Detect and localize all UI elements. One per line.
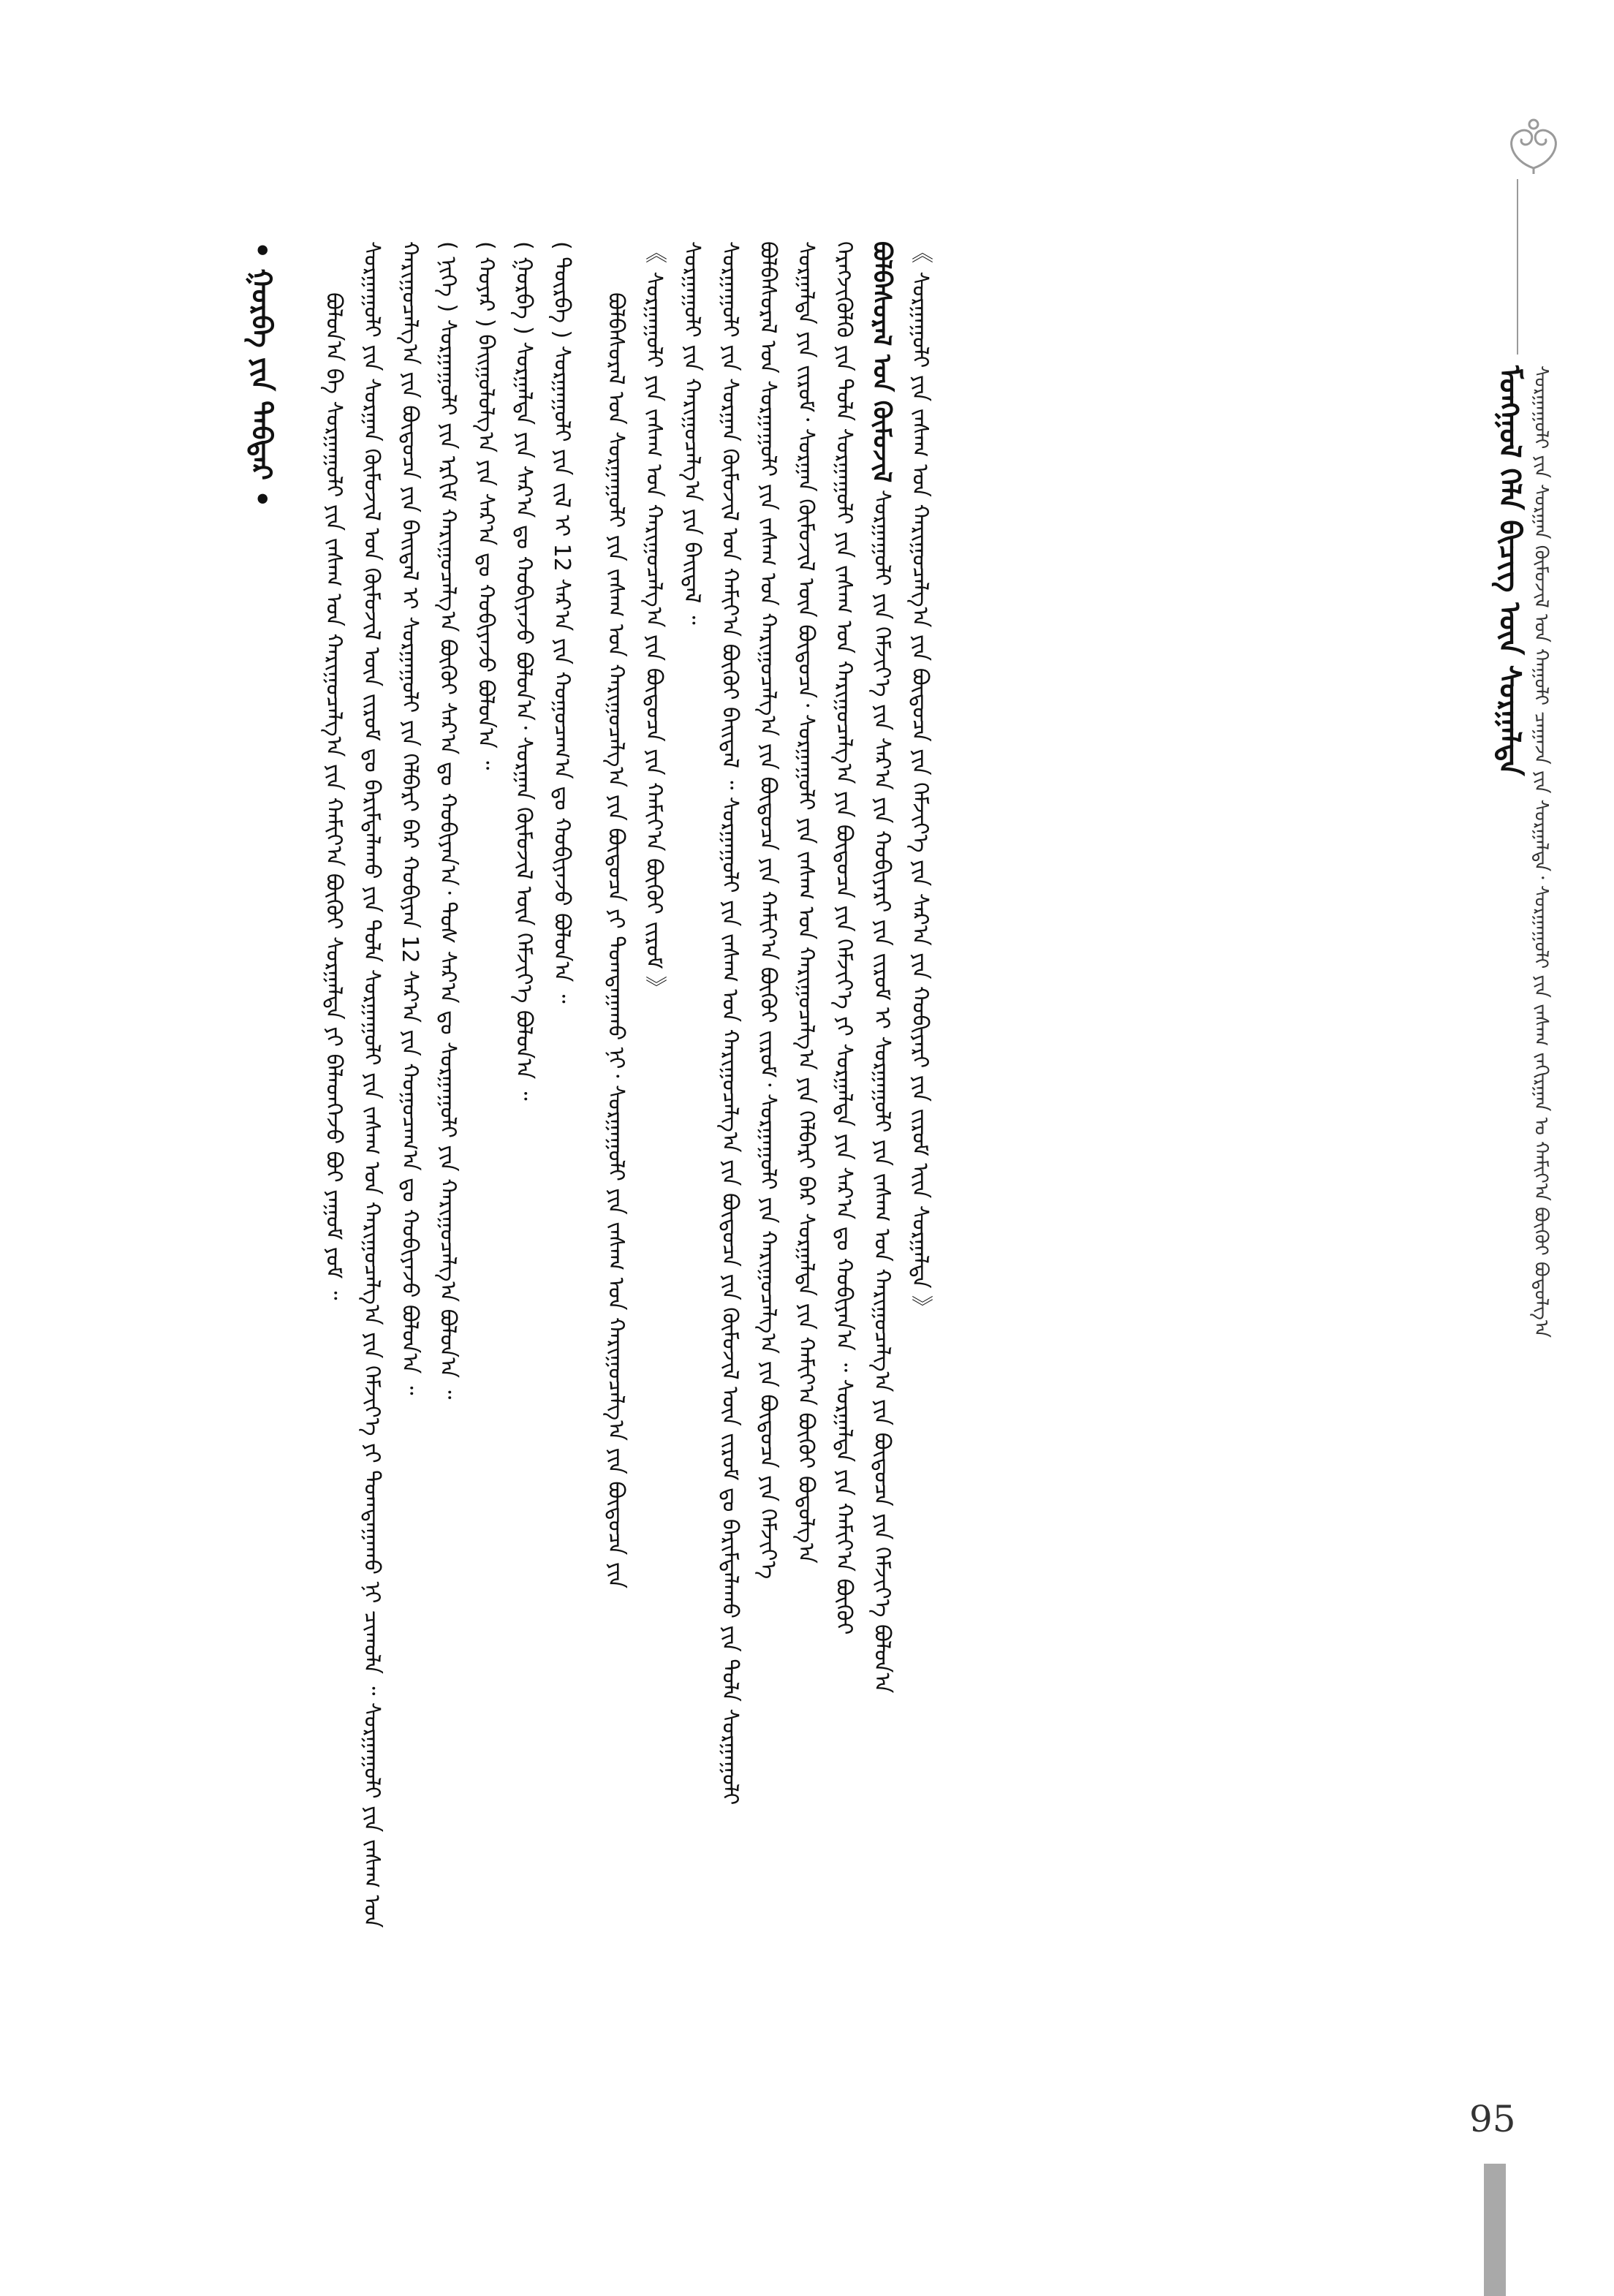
text-line: ᠪᠣᠯᠪᠠᠰᠤᠷᠠᠯ ᠤᠨ ᠰᠤᠷᠭᠠᠭᠤᠯᠢ ᠶᠢᠨ ᠵᠠᠰᠠᠭ ᠤᠨ ᠬᠠᠷᠢᠭᠤᠴᠠᠯᠭ᠎ᠠ ᠶᠢᠨ ᠪᠦᠲᠦᠴᠡ ᠶᠢ ᠲᠣᠭᠲᠠᠭᠠᠬᠤ ᠨᠢ᠂ ᠰᠤᠷᠭᠠᠭᠤᠯᠢ ᠶᠢᠨ ᠵᠠᠰᠠᠭ ᠤᠨ ᠬᠠᠷᠢᠭᠤᠴᠠᠯᠭ᠎ᠠ ᠶᠢᠨ ᠪᠦᠲᠦᠴᠡ ᠶᠢᠨ — [603, 292, 629, 1589]
list-item: ( ᠳᠦᠷᠪᠡ ) ᠰᠤᠷᠭᠠᠭᠤᠯᠢ ᠶᠢᠨ ᠵᠢᠯ ᠢ 12 ᠰᠠᠷ᠎ᠠ ᠶᠢᠨ ᠬᠤᠭᠤᠴᠠᠭ᠎ᠠ ᠳᠤ ᠬᠤᠪᠢᠶᠠᠵᠤ ᠪᠣᠯᠤᠨ᠎ᠠ ᠃ — [549, 241, 575, 1004]
list-item: ( ᠭᠤᠷᠪᠠ ) ᠰᠤᠷᠭᠠᠯᠲᠠ ᠶᠢᠨ ᠰᠠᠷ᠎ᠠ ᠳᠤ ᠬᠤᠪᠢᠶᠠᠵᠤ ᠪᠣᠯᠤᠨ᠎ᠠ᠂ ᠰᠤᠷᠭᠠᠨ ᠬᠦᠮᠦᠵᠢᠯ ᠦᠨ ᠬᠡᠮᠵᠢᠶ᠎ᠡ ᠪᠣᠯᠤᠨ᠎ᠠ ᠃ — [511, 241, 537, 1101]
bold-term: ᠪᠣᠯᠪᠠᠰᠤᠷᠠᠯ ᠤᠨ ᠬᠦᠮᠦᠵᠢᠯ — [867, 241, 896, 483]
text-line: ᠰᠤᠷᠭᠠᠭᠤᠯᠢ ᠶᠢᠨ ᠰᠤᠷᠭᠠᠨ ᠬᠦᠮᠦᠵᠢᠯ ᠤᠨ ᠬᠦᠮᠦᠵᠢᠯ ᠦᠨ ᠵᠢᠷᠤᠮ ᠳᠤ ᠪᠠᠷᠢᠮᠲᠠᠯᠠᠬᠤ ᠶᠢᠨ ᠲᠤᠯᠠ ᠰᠤᠷᠭᠠᠭᠤᠯᠢ ᠶᠢᠨ ᠵᠠᠰᠠᠭ ᠤᠨ ᠬᠠᠷᠢᠭᠤᠴᠠᠯᠭ᠎ᠠ ᠶᠢᠨ ᠬᠡᠮᠵᠢᠶ᠎ᠡ ᠶᠢ ᠲᠣᠭᠲᠠᠭᠠᠬᠤ ᠨᠢ ᠴᠢᠬᠤᠯᠠ ᠃ ᠰᠤᠷᠭᠠᠭᠤᠯᠢ ᠶᠢᠨ ᠵᠠᠰᠠᠭ ᠤᠨ — [359, 241, 384, 1928]
margin-bar — [1484, 2164, 1506, 2296]
list-item: ( ᠬᠣᠶᠠᠷ ) ᠪᠠᠢᠭᠤᠯᠤᠯᠭ᠎ᠠ ᠶᠢᠨ ᠰᠠᠷ᠎ᠠ ᠳᠤ ᠬᠤᠪᠢᠶᠠᠵᠤ ᠪᠣᠯᠤᠨ᠎ᠠ ᠃ — [473, 241, 499, 770]
page-number: 95 — [1469, 2098, 1516, 2140]
text-line: ᠪᠣᠯᠤᠨ᠎ᠠ ᠪᠠ ᠰᠤᠷᠭᠠᠭᠤᠯᠢ ᠶᠢᠨ ᠵᠠᠰᠠᠭ ᠤᠨ ᠬᠠᠷᠢᠭᠤᠴᠠᠯᠭ᠎ᠠ ᠶᠢᠨ ᠬᠠᠮᠢᠶ᠎ᠠ ᠪᠦᠬᠦᠢ ᠰᠤᠷᠭᠠᠯᠲᠠ ᠶᠢ ᠪᠡᠯᠡᠳᠬᠡᠵᠦ ᠪᠤᠢ ᠶᠠᠭᠤᠮ ᠶᠤᠮ ᠃ — [321, 292, 346, 1300]
running-title: ᠰᠤᠷᠭᠠᠭᠤᠯᠢ ᠶᠢᠨ ᠰᠤᠷᠭᠠᠨ ᠬᠦᠮᠦᠵᠢᠯ ᠤᠨ ᠬᠠᠭᠤᠯᠢ ᠴᠠᠭᠠᠵᠠ ᠶᠢᠨ ᠰᠤᠷᠭᠠᠯᠲᠠ᠂ ᠰᠤᠷᠭᠠᠭᠤᠯᠢ ᠶᠢᠨ ᠵᠠᠰᠠᠭ ᠵᠠᠬᠢᠷᠭᠠᠨ ᠤ ᠬᠠᠮᠢᠶ᠎ᠠ ᠪᠦᠬᠦᠢ ᠪᠣᠳᠣᠯᠭ᠎ᠠ — [1530, 365, 1552, 1338]
text-line: ᠬᠡᠷᠡᠭᠵᠢᠭᠦᠯᠬᠦ ᠶᠢᠨ ᠲᠤᠯᠠ ᠰᠤᠷᠭᠠᠭᠤᠯᠢ ᠶᠢᠨ ᠵᠠᠰᠠᠭ ᠤᠨ ᠬᠠᠷᠢᠭᠤᠴᠠᠯᠭ᠎ᠠ ᠶᠢᠨ ᠪᠦᠲᠦᠴᠡ ᠶᠢᠨ ᠬᠡᠮᠵᠢᠶ᠎ᠡ ᠶᠢ ᠰᠤᠷᠭᠠᠯᠲᠠ ᠶᠢᠨ ᠰᠠᠷ᠎ᠠ ᠳᠤ ᠬᠤᠪᠢᠶᠠᠨ᠎ᠠ ᠃ ᠰᠤᠷᠭᠠᠯᠲᠠ ᠶᠢᠨ ᠬᠠᠮᠢᠶ᠎ᠠ ᠪᠦᠬᠦᠢ — [831, 241, 857, 1635]
text-line — [863, 241, 901, 2105]
text-line: ᠪᠣᠯᠪᠠᠰᠤᠷᠠᠯ ᠤᠨ ᠰᠤᠷᠭᠠᠭᠤᠯᠢ ᠶᠢᠨ ᠵᠠᠰᠠᠭ ᠤᠨ ᠬᠠᠷᠢᠭᠤᠴᠠᠯᠭ᠎ᠠ ᠶᠢᠨ ᠪᠦᠲᠦᠴᠡ ᠶᠢᠨ ᠬᠠᠮᠢᠶ᠎ᠠ ᠪᠦᠬᠦᠢ ᠵᠢᠷᠤᠮ᠂ ᠰᠤᠷᠭᠠᠭᠤᠯᠢ ᠶᠢᠨ ᠬᠠᠷᠢᠭᠤᠴᠠᠯᠭ᠎ᠠ ᠶᠢᠨ ᠪᠦᠲᠦᠴᠡ ᠶᠢᠨ ᠬᠡᠮᠵᠢᠶ᠎ᠡ — [755, 241, 781, 1580]
ornament-icon — [1482, 110, 1585, 175]
text-line: ᠰᠤᠷᠭᠠᠯᠲᠠ ᠶᠢᠨ ᠵᠢᠷᠤᠮ᠂ ᠰᠤᠷᠭᠠᠨ ᠬᠦᠮᠦᠵᠢᠯ ᠦᠨ ᠪᠦᠲᠦᠴᠡ᠂ ᠰᠤᠷᠭᠠᠭᠤᠯᠢ ᠶᠢᠨ ᠵᠠᠰᠠᠭ ᠤᠨ ᠬᠠᠷᠢᠭᠤᠴᠠᠯᠭ᠎ᠠ ᠶᠢᠨ ᠬᠡᠯᠪᠡᠷᠢ ᠪᠡᠷ ᠰᠤᠷᠭᠠᠯᠲᠠ ᠶᠢᠨ ᠬᠠᠮᠢᠶ᠎ᠠ ᠪᠦᠬᠦᠢ ᠪᠣᠳᠣᠯᠭ᠎ᠠ — [793, 241, 819, 1564]
text-line: ᠰᠤᠷᠭᠠᠭᠤᠯᠢ ᠶᠢᠨ ᠰᠤᠷᠭᠠᠨ ᠬᠦᠮᠦᠵᠢᠯ ᠤᠨ ᠬᠠᠮᠢᠶ᠎ᠠ ᠪᠦᠬᠦᠢ ᠪᠠᠢᠳᠠᠯ ᠃ ᠰᠤᠷᠭᠠᠭᠤᠯᠢ ᠶᠢᠨ ᠵᠠᠰᠠᠭ ᠤᠨ ᠬᠠᠷᠢᠭᠤᠴᠠᠯᠭ᠎ᠠ ᠶᠢᠨ ᠪᠦᠲᠦᠴᠡ ᠶᠢᠨ ᠬᠦᠮᠦᠵᠢᠯ ᠦᠨ ᠵᠢᠷᠤᠮ ᠳᠤ ᠪᠠᠷᠢᠮᠲᠠᠯᠠᠬᠤ ᠶᠢᠨ ᠲᠤᠯᠠ ᠰᠤᠷᠭᠠᠭᠤᠯᠢ — [717, 241, 743, 1806]
text-line: ᠬᠠᠷᠢᠭᠤᠴᠠᠯᠭ᠎ᠠ ᠶᠢᠨ ᠪᠦᠲᠦᠴᠡ ᠶᠢᠨ ᠪᠠᠢᠳᠠᠯ ᠢ ᠰᠤᠷᠭᠠᠭᠤᠯᠢ ᠶᠢᠨ ᠬᠡᠯᠪᠡᠷᠢ ᠪᠡᠷ ᠬᠤᠪᠢᠶᠠᠨ 12 ᠰᠠᠷ᠎ᠠ ᠶᠢᠨ ᠬᠤᠭᠤᠴᠠᠭ᠎ᠠ ᠳᠤ ᠬᠤᠪᠢᠶᠠᠵᠤ ᠪᠣᠯᠤᠨ᠎ᠠ ᠃ — [397, 241, 423, 1395]
header-rule — [1517, 179, 1518, 355]
list-item: ( ᠨᠢᠭᠡ ) ᠰᠤᠷᠭᠠᠭᠤᠯᠢ ᠶᠢᠨ ᠡᠷᠬᠢᠮ ᠬᠠᠷᠢᠭᠤᠴᠠᠯᠭ᠎ᠠ ᠪᠦᠬᠦᠢ ᠰᠠᠷ᠎ᠠ ᠳᠤ ᠬᠤᠪᠢᠶᠠᠨ᠎ᠠ᠂ ᠲᠤᠰ ᠰᠠᠷ᠎ᠠ ᠳᠤ ᠰᠤᠷᠭᠠᠭᠤᠯᠢ ᠶᠢᠨ ᠬᠠᠷᠢᠭᠤᠴᠠᠯᠭ᠎ᠠ ᠪᠣᠯᠤᠨ᠎ᠠ ᠃ — [435, 241, 461, 1400]
text-line: 《 ᠰᠤᠷᠭᠠᠭᠤᠯᠢ ᠶᠢᠨ ᠵᠠᠰᠠᠭ ᠤᠨ ᠬᠠᠷᠢᠭᠤᠴᠠᠯᠭ᠎ᠠ ᠶᠢᠨ ᠪᠦᠲᠦᠴᠡ ᠶᠢᠨ ᠬᠠᠮᠢᠶ᠎ᠠ ᠪᠦᠬᠦᠢ ᠵᠢᠷᠤᠮ 》 — [641, 241, 667, 999]
text-line-rest: ᠰᠤᠷᠭᠠᠭᠤᠯᠢ ᠶᠢᠨ ᠬᠡᠮᠵᠢᠶ᠎ᠡ ᠶᠢᠨ ᠰᠠᠷ᠎ᠠ ᠶᠢᠨ ᠬᠤᠪᠢᠶᠠᠷᠢ ᠶᠢᠨ ᠵᠢᠷᠤᠮ ᠢ ᠰᠤᠷᠭᠠᠭᠤᠯᠢ ᠶᠢᠨ ᠵᠠᠰᠠᠭ ᠤᠨ ᠬᠠᠷᠢᠭᠤᠴᠠᠯᠭ᠎ᠠ ᠶᠢᠨ ᠪᠦᠲᠦᠴᠡ ᠶᠢᠨ ᠬᠡᠮᠵᠢᠶ᠎ᠡ ᠪᠣᠯᠤᠨ᠎ᠠ — [869, 482, 895, 1694]
chapter-title: ᠮᠣᠩᠭᠣᠯ ᠬᠡᠯᠡ ᠪᠢᠴᠢᠭ ᠦᠨ ᠰᠤᠷᠭᠠᠯᠲᠠ — [1493, 365, 1527, 776]
text-line: ᠰᠤᠷᠭᠠᠭᠤᠯᠢ ᠶᠢᠨ ᠬᠠᠷᠢᠭᠤᠴᠠᠯᠭ᠎ᠠ ᠶᠢᠨ ᠪᠠᠢᠳᠠᠯ ᠃ — [679, 241, 705, 625]
body-text — [314, 241, 1469, 2105]
section-heading: • ᠭᠤᠷᠪᠠ ᠶᠢᠨ ᠳᠡᠪᠲᠡᠷ • — [246, 241, 278, 508]
text-line: 《 ᠰᠤᠷᠭᠠᠭᠤᠯᠢ ᠶᠢᠨ ᠵᠠᠰᠠᠭ ᠤᠨ ᠬᠠᠷᠢᠭᠤᠴᠠᠯᠭ᠎ᠠ ᠶᠢᠨ ᠪᠦᠲᠦᠴᠡ ᠶᠢᠨ ᠬᠡᠮᠵᠢᠶ᠎ᠡ ᠶᠢᠨ ᠰᠠᠷ᠎ᠠ ᠶᠢᠨ ᠬᠤᠪᠢᠶᠠᠷᠢ ᠶᠢᠨ ᠵᠢᠷᠤᠮ ᠢᠢᠨ ᠰᠤᠷᠭᠠᠯᠲᠠ 》 — [907, 241, 933, 1319]
